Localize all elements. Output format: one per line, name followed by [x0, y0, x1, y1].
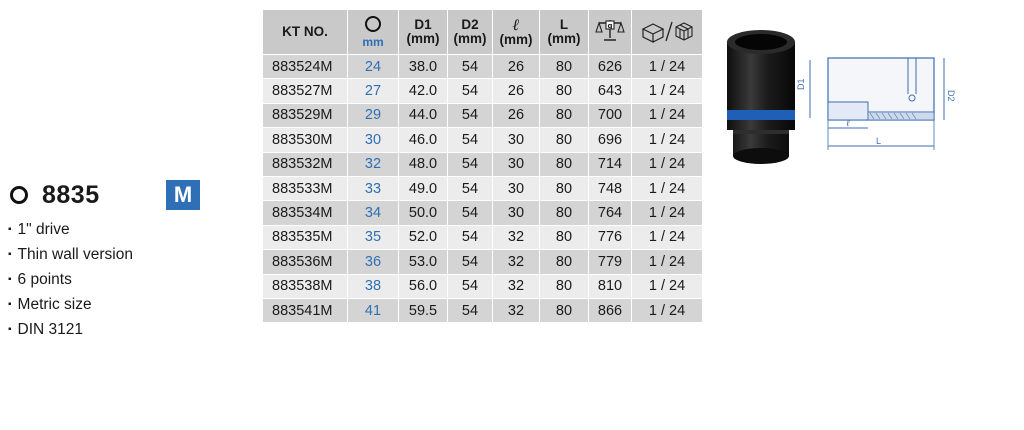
cell-weight: 643 [589, 78, 632, 102]
header-size-unit: mm [362, 34, 384, 49]
cell-d1: 49.0 [399, 176, 448, 200]
header-d1-unit: (mm) [406, 31, 440, 46]
cell-length: 80 [540, 103, 589, 127]
header-d2-title: D2 [461, 17, 479, 32]
cell-d2: 54 [448, 298, 493, 322]
cell-d2: 54 [448, 274, 493, 298]
cell-weight: 748 [589, 176, 632, 200]
cell-length: 80 [540, 274, 589, 298]
cell-packing: 1 / 24 [632, 103, 703, 127]
cell-length: 80 [540, 225, 589, 249]
cell-packing: 1 / 24 [632, 78, 703, 102]
table-row [263, 152, 703, 176]
header-l-small-title: ℓ [512, 14, 520, 34]
cell-kt-no: 883527M [263, 78, 348, 102]
cell-length: 80 [540, 152, 589, 176]
cell-packing: 1 / 24 [632, 200, 703, 224]
table-row [263, 78, 703, 102]
cell-l-small: 32 [493, 225, 540, 249]
cell-d1: 48.0 [399, 152, 448, 176]
cell-weight: 714 [589, 152, 632, 176]
cell-length: 80 [540, 54, 589, 78]
cell-kt-no: 883541M [263, 298, 348, 322]
table-row [263, 176, 703, 200]
cell-length: 80 [540, 78, 589, 102]
cell-size: 38 [348, 274, 399, 298]
cell-l-small: 30 [493, 200, 540, 224]
cell-packing: 1 / 24 [632, 152, 703, 176]
header-length-title: L [559, 17, 569, 32]
cell-length: 80 [540, 249, 589, 273]
feature-list [8, 218, 204, 343]
product-info [8, 180, 204, 343]
cell-length: 80 [540, 200, 589, 224]
cell-size: 29 [348, 103, 399, 127]
cell-length: 80 [540, 127, 589, 151]
socket-image [723, 26, 799, 172]
feature-item: ▪ Metric size [8, 293, 204, 318]
header-length [540, 10, 589, 54]
cell-kt-no: 883534M [263, 200, 348, 224]
table-row [263, 249, 703, 273]
cell-d1: 46.0 [399, 127, 448, 151]
cell-weight: 810 [589, 274, 632, 298]
cell-weight: 764 [589, 200, 632, 224]
cell-weight: 700 [589, 103, 632, 127]
cell-weight: 866 [589, 298, 632, 322]
cell-size: 36 [348, 249, 399, 273]
cell-weight: 696 [589, 127, 632, 151]
cell-packing: 1 / 24 [632, 274, 703, 298]
cell-d2: 54 [448, 225, 493, 249]
hex-socket-icon [10, 186, 28, 204]
cell-kt-no: 883532M [263, 152, 348, 176]
cell-packing: 1 / 24 [632, 176, 703, 200]
technical-drawing [796, 50, 956, 154]
cell-l-small: 26 [493, 54, 540, 78]
cell-weight: 779 [589, 249, 632, 273]
cell-d2: 54 [448, 127, 493, 151]
cell-weight: 776 [589, 225, 632, 249]
cell-d1: 38.0 [399, 54, 448, 78]
label-length: L [876, 136, 882, 146]
cell-d1: 56.0 [399, 274, 448, 298]
feature-item: ▪ Thin wall version [8, 243, 204, 268]
cell-d2: 54 [448, 78, 493, 102]
header-d2-unit: (mm) [453, 31, 487, 46]
metric-badge: M [166, 180, 200, 210]
header-l-small [493, 10, 540, 54]
header-size [348, 10, 399, 54]
cell-packing: 1 / 24 [632, 54, 703, 78]
cell-size: 33 [348, 176, 399, 200]
cell-l-small: 26 [493, 103, 540, 127]
table-row [263, 103, 703, 127]
model-number: 8835 [42, 180, 100, 209]
cell-packing: 1 / 24 [632, 298, 703, 322]
cell-kt-no: 883538M [263, 274, 348, 298]
cell-size: 32 [348, 152, 399, 176]
label-d2: D2 [946, 90, 956, 102]
cell-d2: 54 [448, 152, 493, 176]
scale-gram-icon [595, 18, 625, 44]
hex-size-icon [365, 16, 381, 32]
header-weight [589, 10, 632, 54]
cell-weight: 626 [589, 54, 632, 78]
label-d1: D1 [796, 78, 806, 90]
cell-d2: 54 [448, 103, 493, 127]
header-d1-title: D1 [414, 17, 432, 32]
cell-d1: 52.0 [399, 225, 448, 249]
cell-d1: 50.0 [399, 200, 448, 224]
table-row [263, 274, 703, 298]
cell-length: 80 [540, 176, 589, 200]
cell-d1: 42.0 [399, 78, 448, 102]
header-kt-no: KT NO. [263, 10, 348, 54]
cell-kt-no: 883535M [263, 225, 348, 249]
cell-l-small: 26 [493, 78, 540, 102]
table-row [263, 54, 703, 78]
table-row [263, 298, 703, 322]
cell-length: 80 [540, 298, 589, 322]
header-d1 [399, 10, 448, 54]
cell-l-small: 30 [493, 127, 540, 151]
feature-item: ▪ 1" drive [8, 218, 204, 243]
cell-kt-no: 883533M [263, 176, 348, 200]
table-header-row [263, 10, 703, 54]
table-row [263, 225, 703, 249]
header-length-unit: (mm) [547, 31, 581, 46]
cell-packing: 1 / 24 [632, 127, 703, 151]
spec-table [263, 10, 703, 322]
cell-size: 30 [348, 127, 399, 151]
cell-size: 34 [348, 200, 399, 224]
feature-item: ▪ DIN 3121 [8, 318, 204, 343]
cell-d2: 54 [448, 249, 493, 273]
header-packing [632, 10, 703, 54]
cell-d2: 54 [448, 54, 493, 78]
cell-size: 27 [348, 78, 399, 102]
cell-packing: 1 / 24 [632, 225, 703, 249]
cell-l-small: 30 [493, 176, 540, 200]
cell-d1: 53.0 [399, 249, 448, 273]
svg-text:g: g [607, 21, 613, 30]
label-l-small: ℓ [846, 119, 850, 129]
cell-size: 35 [348, 225, 399, 249]
cell-kt-no: 883529M [263, 103, 348, 127]
cell-kt-no: 883536M [263, 249, 348, 273]
table-row [263, 200, 703, 224]
cell-size: 24 [348, 54, 399, 78]
cell-packing: 1 / 24 [632, 249, 703, 273]
cell-size: 41 [348, 298, 399, 322]
cell-d2: 54 [448, 200, 493, 224]
table-row [263, 127, 703, 151]
cell-d1: 59.5 [399, 298, 448, 322]
cell-l-small: 32 [493, 249, 540, 273]
feature-item: ▪ 6 points [8, 268, 204, 293]
cell-l-small: 32 [493, 298, 540, 322]
cell-kt-no: 883524M [263, 54, 348, 78]
cell-kt-no: 883530M [263, 127, 348, 151]
cell-d2: 54 [448, 176, 493, 200]
cell-l-small: 32 [493, 274, 540, 298]
cell-d1: 44.0 [399, 103, 448, 127]
packing-boxes-icon [639, 19, 695, 43]
header-d2 [448, 10, 493, 54]
header-l-small-unit: (mm) [499, 31, 533, 47]
cell-l-small: 30 [493, 152, 540, 176]
